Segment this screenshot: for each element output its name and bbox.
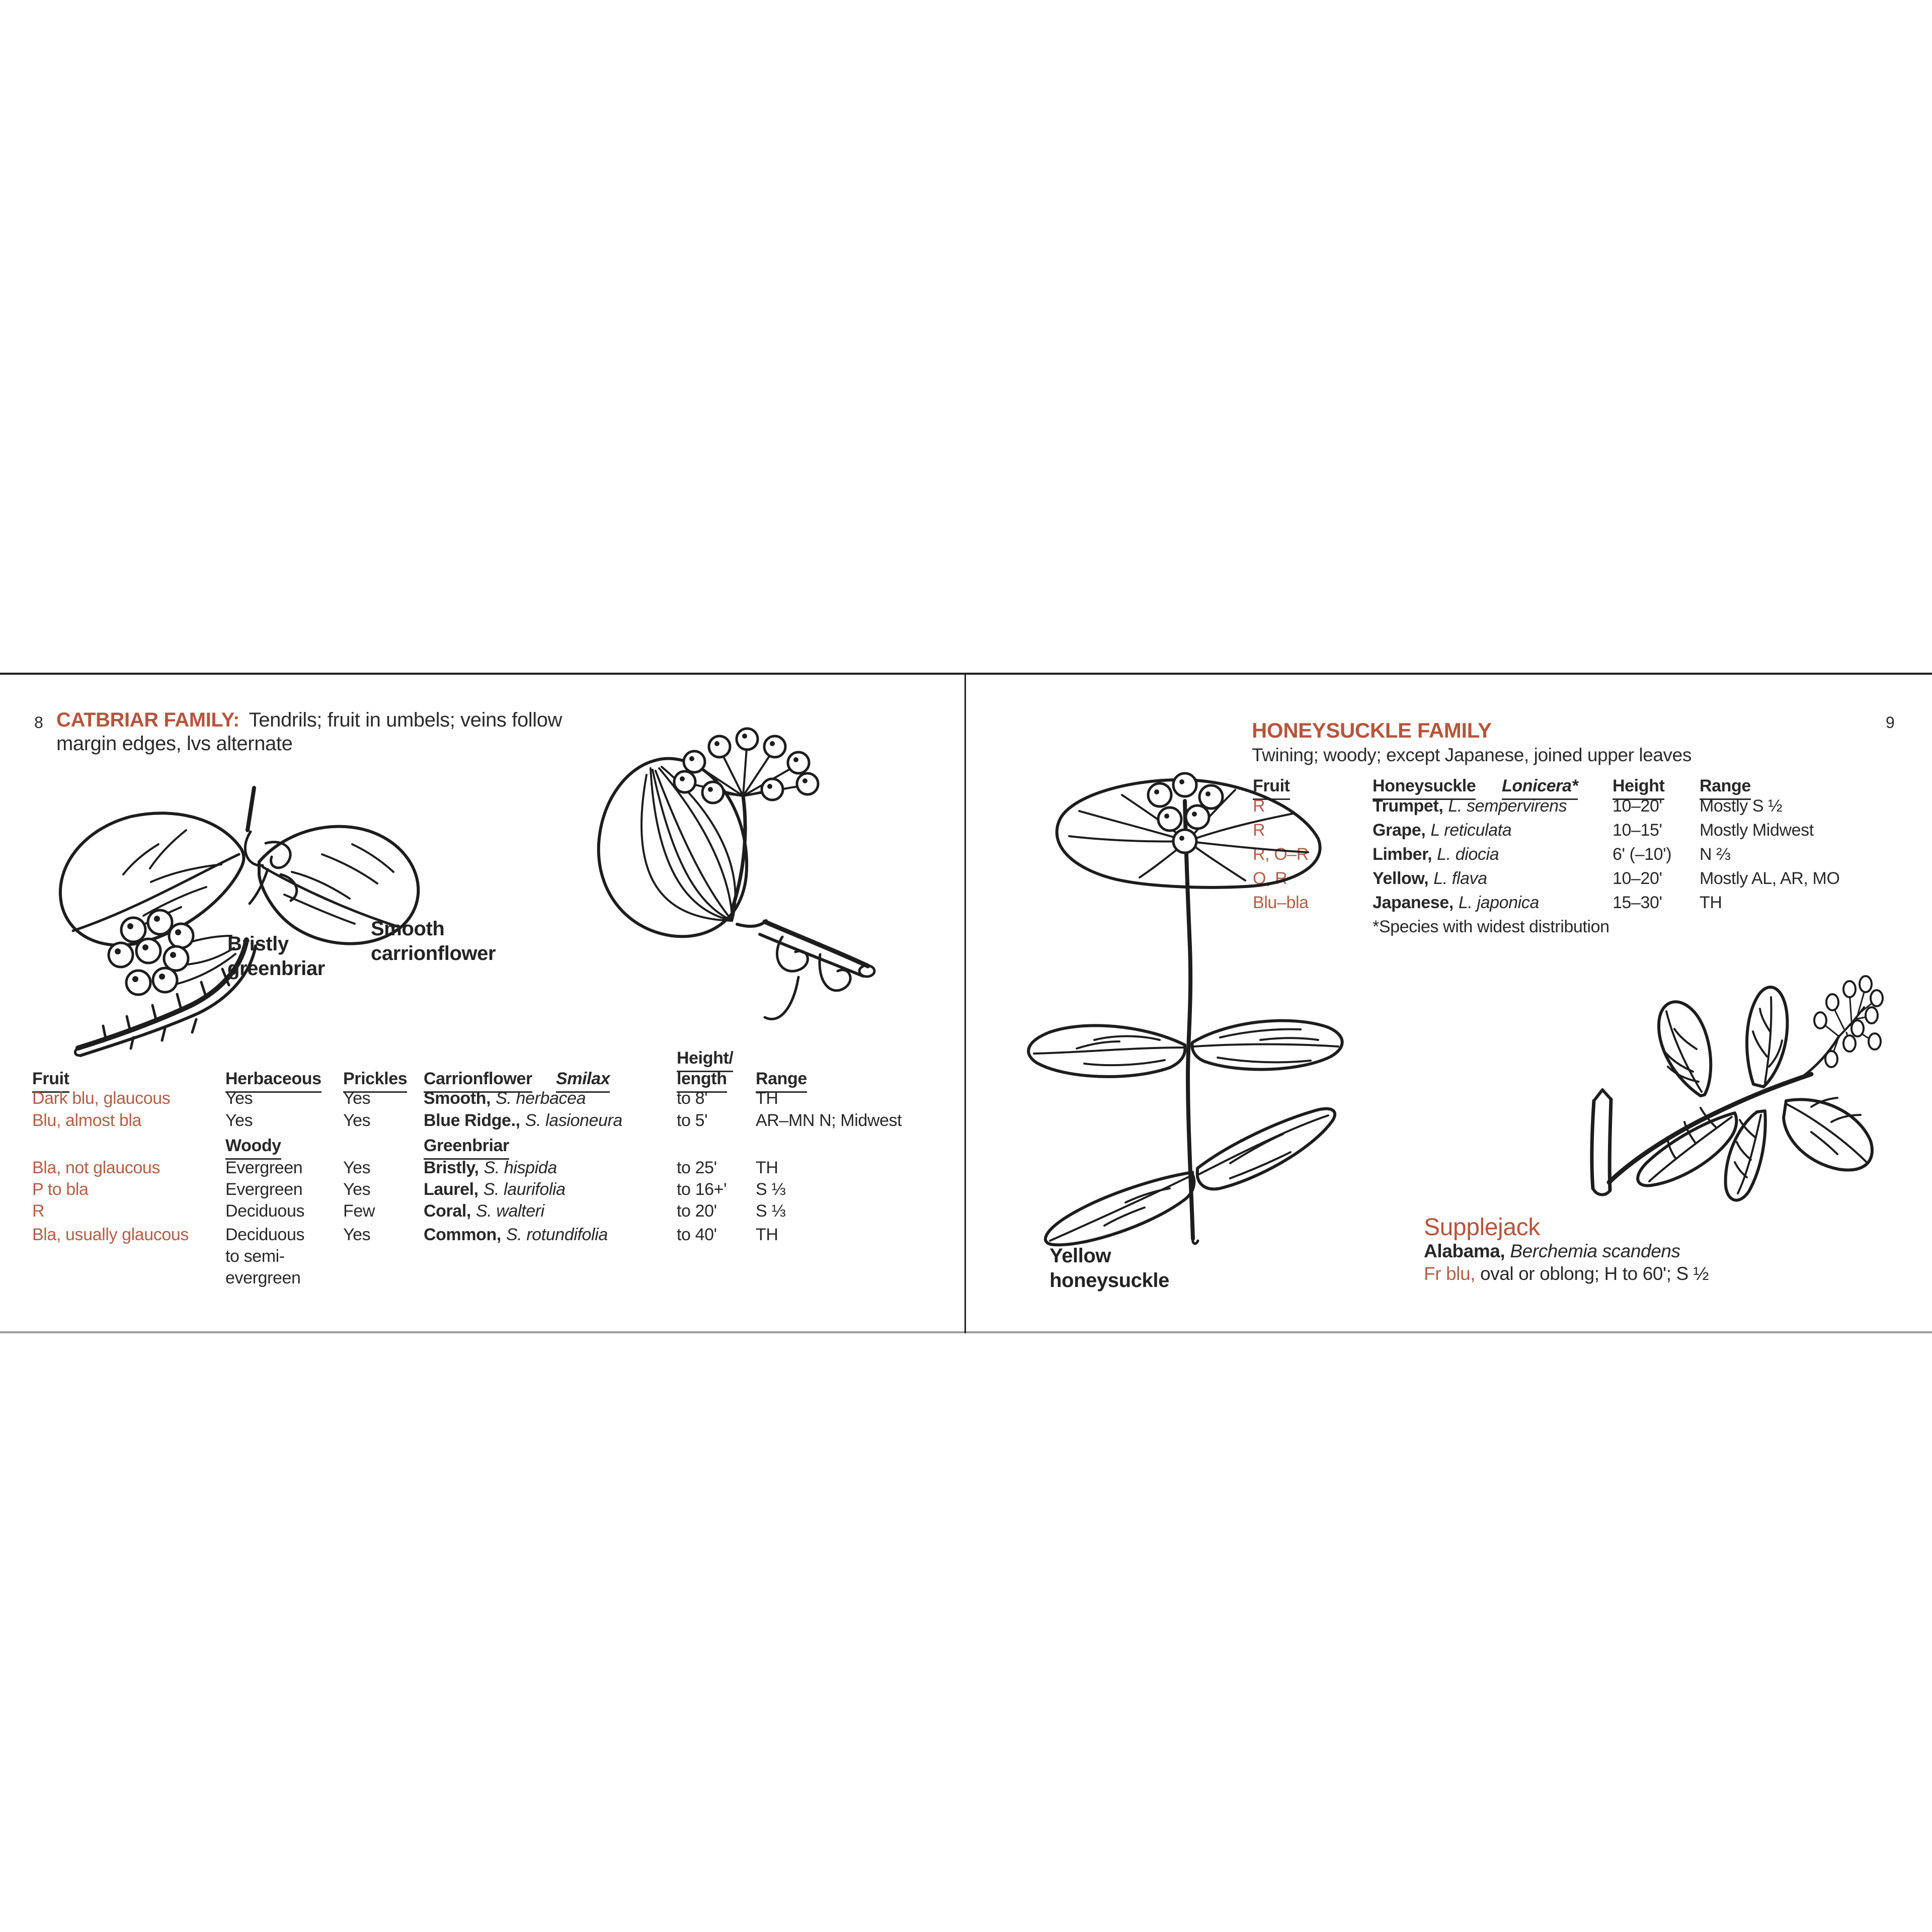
- supplejack-description: oval or oblong; H to 60'; S ½: [1480, 1263, 1709, 1284]
- cell-fruit: Blu–bla: [1253, 893, 1309, 912]
- cell-fruit: Dark blu, glaucous: [32, 1089, 171, 1108]
- cell-fruit: Bla, not glaucous: [32, 1158, 160, 1177]
- col-header-fruit: Fruit: [32, 1068, 69, 1093]
- bristly-greenbriar-caption: [227, 932, 325, 981]
- supplejack-illustration: [1550, 966, 1884, 1220]
- col-header-prickles: Prickles: [343, 1068, 407, 1093]
- supplejack-species-line: [1424, 1241, 1680, 1262]
- center-divider: [964, 673, 966, 1333]
- col-header-height-line1: Height/: [677, 1048, 733, 1072]
- cell-species: Bristly, S. hispida: [424, 1158, 557, 1177]
- cell-height: to 40': [677, 1225, 717, 1244]
- cell-range: Mostly Midwest: [1700, 821, 1814, 840]
- cell-prickles: Yes: [343, 1111, 371, 1130]
- family-description-line1: Tendrils; fruit in umbels; veins follow: [249, 709, 562, 731]
- col-header-smilax: Smilax: [556, 1068, 610, 1093]
- caption-line: Yellow: [1050, 1245, 1111, 1267]
- cell-prickles: Yes: [343, 1158, 371, 1177]
- supplejack-fruit-line: [1424, 1263, 1709, 1284]
- cell-fruit: O, R: [1253, 869, 1287, 888]
- subheader-woody: Woody: [225, 1135, 281, 1160]
- col-header-height: Height: [1613, 775, 1664, 800]
- family-title: CATBRIAR FAMILY:: [56, 709, 239, 731]
- cell-height: to 25': [677, 1158, 717, 1177]
- cell-habit: Yes: [225, 1089, 253, 1108]
- cell-habit: Yes: [225, 1111, 253, 1130]
- cell-habit: Deciduous to semi-evergreen: [225, 1225, 305, 1287]
- cell-height: to 8': [677, 1089, 708, 1108]
- caption-line: carrionflower: [371, 942, 496, 964]
- cell-fruit: Blu, almost bla: [32, 1111, 141, 1130]
- cell-range: Mostly AL, AR, MO: [1700, 869, 1840, 888]
- smooth-carrionflower-illustration: [566, 726, 893, 1068]
- cell-fruit: R: [1253, 796, 1265, 816]
- supplejack-common-name: Alabama,: [1424, 1241, 1505, 1261]
- col-header-height-line2: length: [677, 1068, 727, 1093]
- cell-prickles: Yes: [343, 1225, 371, 1244]
- page-number-right: 9: [1886, 713, 1895, 732]
- cell-height: to 5': [677, 1111, 708, 1130]
- supplejack-fruit: Fr blu,: [1424, 1263, 1476, 1284]
- cell-height: 10–20': [1613, 869, 1662, 888]
- supplejack-latin-name: Berchemia scandens: [1510, 1241, 1680, 1261]
- cell-habit: Deciduous: [225, 1201, 305, 1221]
- col-header-range: Range: [756, 1068, 807, 1093]
- cell-range: Mostly S ½: [1700, 796, 1783, 816]
- cell-range: S ⅓: [756, 1201, 786, 1221]
- col-header-range: Range: [1700, 775, 1751, 800]
- honeysuckle-family-subtitle: Twining; woody; except Japanese, joined upper leaves: [1252, 745, 1692, 765]
- family-description-line2: margin edges, lvs alternate: [56, 733, 293, 755]
- cell-height: to 16+': [677, 1180, 727, 1199]
- subheader-greenbriar: Greenbriar: [424, 1135, 509, 1160]
- cell-habit: Evergreen: [225, 1180, 303, 1199]
- table-footnote: *Species with widest distribution: [1373, 917, 1609, 936]
- cell-habit: Evergreen: [225, 1158, 303, 1177]
- honeysuckle-family-title: HONEYSUCKLE FAMILY: [1252, 718, 1492, 742]
- col-header-fruit: Fruit: [1253, 775, 1290, 800]
- cell-species: Limber, L. diocia: [1373, 845, 1499, 864]
- cell-height: to 20': [677, 1201, 717, 1221]
- cell-range: N ⅔: [1700, 845, 1731, 864]
- cell-range: TH: [756, 1089, 778, 1108]
- cell-species: Grape, L reticulata: [1373, 821, 1512, 840]
- yellow-honeysuckle-caption: [1050, 1244, 1169, 1293]
- top-rule: [0, 673, 1932, 675]
- cell-species: Laurel, S. laurifolia: [424, 1180, 566, 1199]
- smooth-carrionflower-caption: [371, 917, 496, 966]
- cell-prickles: Yes: [343, 1089, 371, 1108]
- cell-height: 6' (–10'): [1613, 845, 1672, 864]
- supplejack-title: Supplejack: [1424, 1214, 1540, 1241]
- cell-fruit: R: [32, 1201, 45, 1221]
- page-number-left: 8: [34, 713, 43, 732]
- cell-species: Coral, S. walteri: [424, 1201, 544, 1221]
- caption-line: Smooth: [371, 918, 445, 940]
- cell-height: 10–15': [1613, 821, 1662, 840]
- cell-range: TH: [756, 1158, 778, 1177]
- cell-species: Yellow, L. flava: [1373, 869, 1487, 888]
- col-header-herbaceous: Herbaceous: [225, 1068, 321, 1093]
- caption-line: Bristly: [227, 933, 289, 955]
- cell-range: TH: [1700, 893, 1722, 912]
- cell-species: Trumpet, L. sempervirens: [1373, 796, 1567, 816]
- cell-prickles: Yes: [343, 1180, 371, 1199]
- col-header-honeysuckle: Honeysuckle: [1373, 775, 1476, 800]
- cell-height: 15–30': [1613, 893, 1662, 912]
- col-header-lonicera: Lonicera*: [1502, 775, 1578, 800]
- cell-fruit: R, O–R: [1253, 845, 1309, 864]
- cell-range: TH: [756, 1225, 778, 1244]
- cell-prickles: Few: [343, 1201, 375, 1221]
- cell-height: 10–20': [1613, 796, 1662, 816]
- cell-fruit: P to bla: [32, 1180, 89, 1199]
- cell-species: Japanese, L. japonica: [1373, 893, 1539, 912]
- caption-line: honeysuckle: [1050, 1269, 1169, 1292]
- cell-species: Blue Ridge., S. lasioneura: [424, 1111, 622, 1130]
- col-header-carrionflower: Carrionflower: [424, 1068, 532, 1093]
- cell-range: AR–MN N; Midwest: [756, 1111, 902, 1130]
- cell-species: Common, S. rotundifolia: [424, 1225, 608, 1244]
- bottom-rule: [0, 1331, 1932, 1333]
- cell-fruit: Bla, usually glaucous: [32, 1225, 189, 1244]
- cell-range: S ⅓: [756, 1180, 786, 1199]
- cell-fruit: R: [1253, 821, 1265, 840]
- bristly-greenbriar-illustration: [30, 769, 441, 1056]
- caption-line: greenbriar: [227, 957, 325, 980]
- yellow-honeysuckle-illustration: [1019, 766, 1348, 1251]
- cell-species: Smooth, S. herbacea: [424, 1089, 586, 1108]
